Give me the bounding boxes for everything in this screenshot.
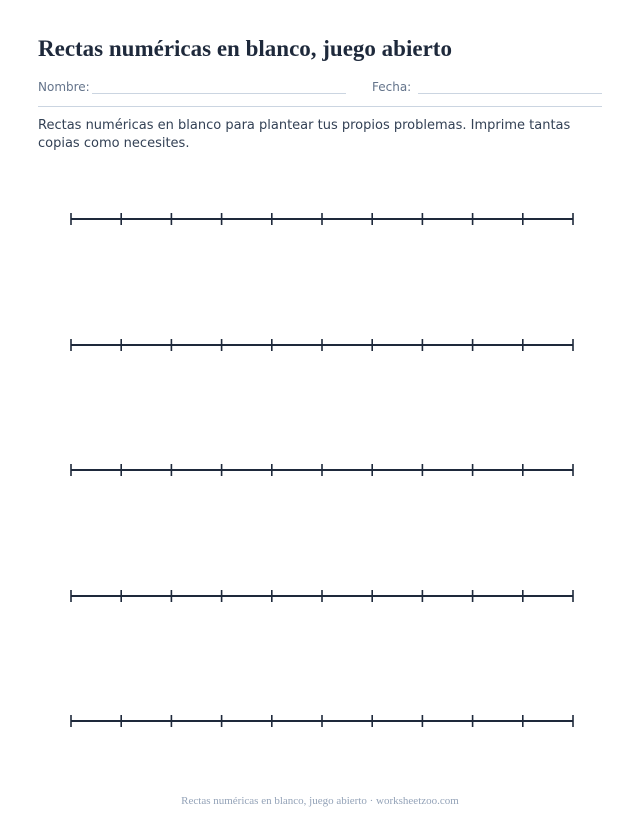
page-title: Rectas numéricas en blanco, juego abierto [38,36,452,61]
number-line [71,339,573,351]
date-label: Fecha: [372,80,412,94]
number-line [71,715,573,727]
name-label: Nombre: [38,80,90,94]
number-line [71,590,573,602]
number-line [71,213,573,225]
instructions-text: Rectas numéricas en blanco para plantear tus propios problemas. Imprime tantas copias como necesites. [38,118,571,151]
footer-text: Rectas numéricas en blanco, juego abierto · worksheetzoo.com [181,795,459,807]
number-line [71,464,573,476]
